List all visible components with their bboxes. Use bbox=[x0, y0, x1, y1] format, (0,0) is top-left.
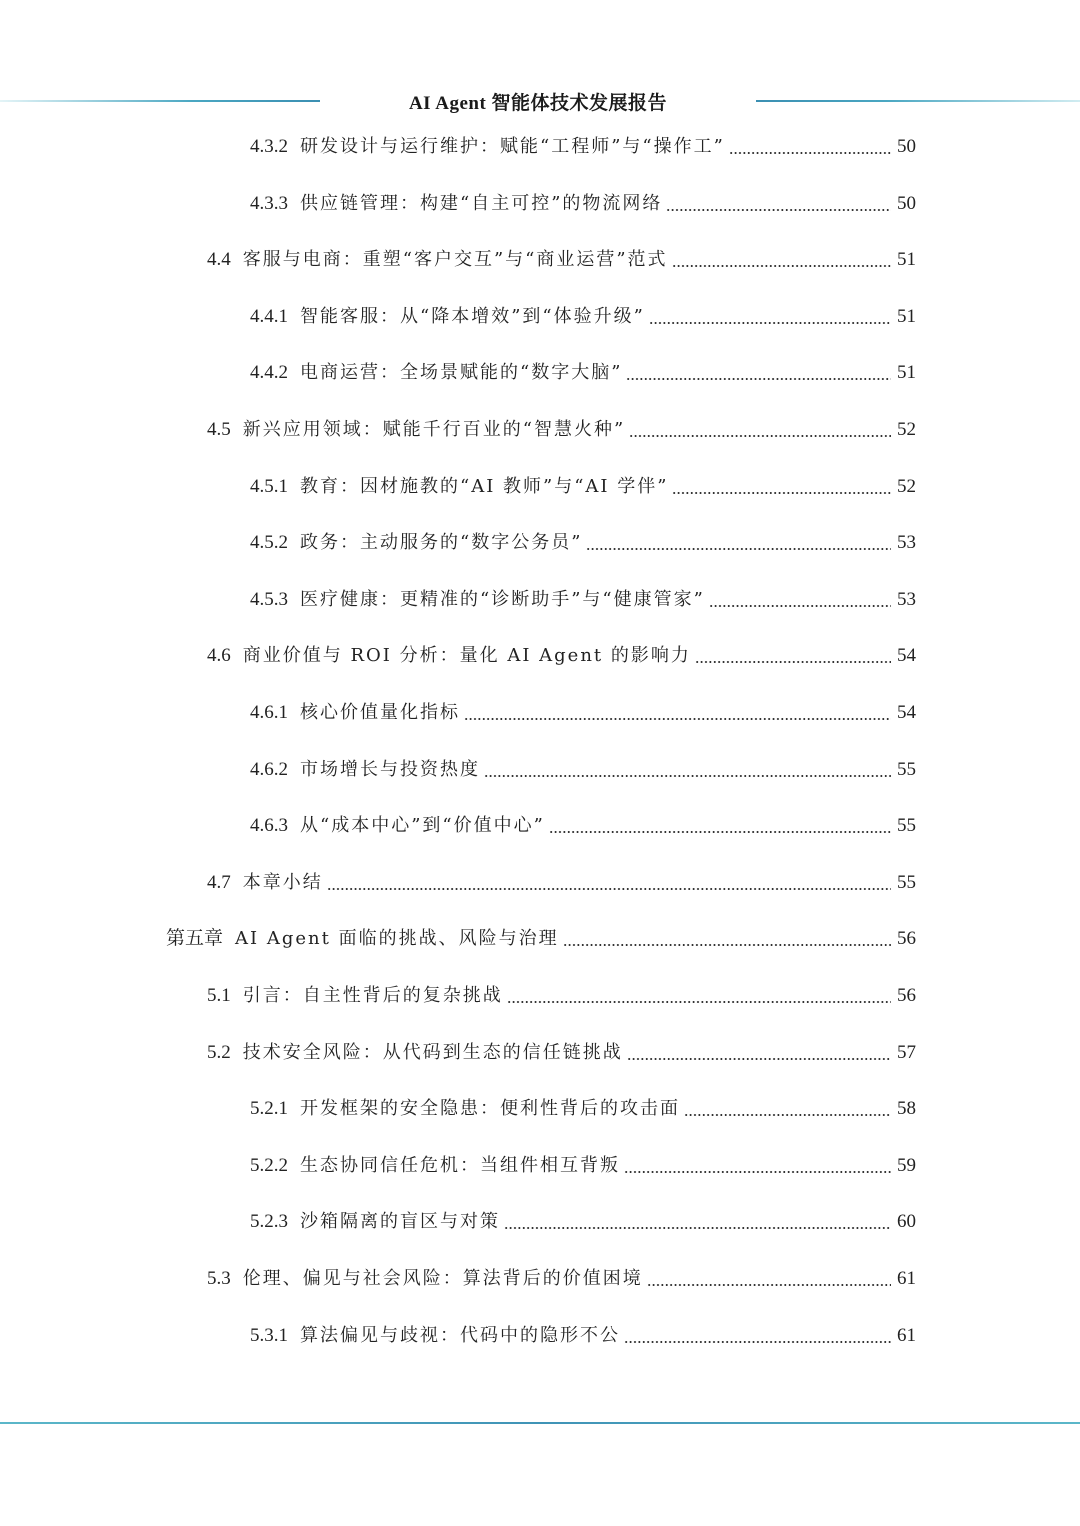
toc-dot-leader bbox=[624, 1171, 891, 1173]
toc-entry[interactable] bbox=[207, 866, 916, 900]
toc-entry-page-number: 61 bbox=[897, 1268, 916, 1289]
toc-entry-title: 商业价值与 ROI 分析：量化 AI Agent 的影响力 bbox=[242, 645, 691, 667]
toc-entry-page-number: 61 bbox=[897, 1324, 916, 1346]
toc-entry-page-number: 52 bbox=[897, 419, 916, 440]
header-rule-right bbox=[756, 100, 1080, 102]
toc-entry-title: 技术安全风险：从代码到生态的信任链挑战 bbox=[242, 1041, 623, 1063]
toc-entry-title: 供应链管理：构建“自主可控”的物流网络 bbox=[300, 192, 663, 214]
toc-dot-leader bbox=[627, 1058, 891, 1060]
toc-entry-page-number: 56 bbox=[897, 985, 916, 1006]
header-rule-left bbox=[0, 100, 320, 102]
toc-entry-number: 5.3.1 bbox=[250, 1324, 288, 1346]
toc-entry-page-number: 55 bbox=[897, 815, 916, 837]
toc-entry-page-number: 57 bbox=[897, 1041, 916, 1063]
toc-dot-leader bbox=[484, 775, 891, 777]
toc-entry-title: 引言：自主性背后的复杂挑战 bbox=[242, 985, 503, 1006]
toc-dot-leader bbox=[549, 831, 891, 833]
toc-entry[interactable] bbox=[250, 1092, 916, 1126]
toc-entry-title: 伦理、偏见与社会风险：算法背后的价值困境 bbox=[242, 1268, 643, 1289]
toc-entry[interactable] bbox=[250, 526, 916, 560]
toc-entry-number: 4.6.1 bbox=[250, 702, 288, 723]
toc-dot-leader bbox=[729, 152, 891, 154]
toc-entry-number: 4.3.3 bbox=[250, 192, 288, 214]
toc-entry-number: 4.5 bbox=[207, 419, 231, 440]
toc-entry-page-number: 52 bbox=[897, 475, 916, 497]
toc-entry[interactable] bbox=[250, 470, 916, 504]
toc-entry-number: 5.2.1 bbox=[250, 1098, 288, 1120]
toc-entry-page-number: 58 bbox=[897, 1098, 916, 1120]
toc-entry-number: 5.2.3 bbox=[250, 1211, 288, 1233]
toc-entry[interactable] bbox=[207, 413, 916, 447]
toc-entry-title: 研发设计与运行维护：赋能“工程师”与“操作工” bbox=[300, 136, 725, 157]
toc-entry[interactable] bbox=[207, 979, 916, 1013]
toc-dot-leader bbox=[629, 435, 891, 437]
toc-entry[interactable] bbox=[250, 300, 916, 334]
toc-entry[interactable] bbox=[250, 696, 916, 730]
toc-entry-page-number: 54 bbox=[897, 702, 916, 723]
toc-entry-number: 5.2.2 bbox=[250, 1154, 288, 1176]
toc-entry-number: 5.3 bbox=[207, 1268, 231, 1289]
toc-entry-page-number: 51 bbox=[897, 305, 916, 327]
toc-entry-number: 5.2 bbox=[207, 1041, 231, 1063]
toc-entry-page-number: 50 bbox=[897, 136, 916, 157]
toc-entry-title: 本章小结 bbox=[242, 871, 323, 893]
toc-entry-title: 从“成本中心”到“价值中心” bbox=[300, 815, 545, 837]
toc-dot-leader bbox=[626, 378, 891, 380]
toc-entry[interactable] bbox=[250, 130, 916, 164]
toc-dot-leader bbox=[672, 492, 891, 494]
toc-entry[interactable] bbox=[250, 809, 916, 843]
toc-entry-title: 生态协同信任危机：当组件相互背叛 bbox=[300, 1154, 620, 1176]
toc-entry-number: 5.1 bbox=[207, 985, 231, 1006]
toc-dot-leader bbox=[666, 209, 891, 211]
toc-entry-title: 医疗健康：更精准的“诊断助手”与“健康管家” bbox=[300, 588, 705, 610]
toc-entry[interactable] bbox=[207, 639, 916, 673]
footer-rule bbox=[0, 1422, 1080, 1424]
toc-entry-number: 4.5.1 bbox=[250, 475, 288, 497]
toc-entry-number: 第五章 bbox=[166, 928, 224, 950]
toc-entry-number: 4.6.2 bbox=[250, 758, 288, 780]
toc-entry[interactable] bbox=[166, 922, 916, 956]
toc-dot-leader bbox=[624, 1341, 891, 1343]
toc-entry-number: 4.4 bbox=[207, 249, 231, 271]
toc-entry-page-number: 50 bbox=[897, 192, 916, 214]
toc-entry-title: 开发框架的安全隐患：便利性背后的攻击面 bbox=[300, 1098, 680, 1120]
report-title: AI Agent 智能体技术发展报告 bbox=[408, 93, 668, 114]
toc-entry-page-number: 56 bbox=[897, 928, 916, 950]
toc-entry-title: 教育：因材施教的“AI 教师”与“AI 学伴” bbox=[300, 475, 669, 497]
toc-entry-number: 4.6 bbox=[207, 645, 231, 667]
toc-entry[interactable] bbox=[207, 1262, 916, 1296]
toc-dot-leader bbox=[684, 1114, 891, 1116]
toc-dot-leader bbox=[695, 661, 891, 663]
toc-dot-leader bbox=[327, 888, 891, 890]
toc-entry[interactable] bbox=[250, 583, 916, 617]
toc-entry-title: 智能客服：从“降本增效”到“体验升级” bbox=[300, 305, 645, 327]
toc-dot-leader bbox=[507, 1001, 891, 1003]
toc-entry[interactable] bbox=[207, 1036, 916, 1070]
toc-entry-title: 政务：主动服务的“数字公务员” bbox=[300, 532, 583, 554]
toc-dot-leader bbox=[586, 548, 891, 550]
toc-entry-title: 新兴应用领域：赋能千行百业的“智慧火种” bbox=[242, 419, 626, 440]
toc-entry-title: AI Agent 面临的挑战、风险与治理 bbox=[235, 928, 559, 950]
toc-entry-title: 客服与电商：重塑“客户交互”与“商业运营”范式 bbox=[242, 249, 668, 271]
toc-entry-page-number: 55 bbox=[897, 758, 916, 780]
toc-entry-page-number: 51 bbox=[897, 249, 916, 271]
toc-entry-page-number: 59 bbox=[897, 1154, 916, 1176]
toc-entry-number: 4.7 bbox=[207, 871, 231, 893]
toc-entry[interactable] bbox=[250, 753, 916, 787]
toc-entry-title: 算法偏见与歧视：代码中的隐形不公 bbox=[300, 1324, 620, 1346]
toc-entry-page-number: 55 bbox=[897, 871, 916, 893]
toc-entry-number: 4.6.3 bbox=[250, 815, 288, 837]
toc-entry-number: 4.4.2 bbox=[250, 362, 288, 384]
toc-dot-leader bbox=[709, 605, 891, 607]
toc-entry-page-number: 54 bbox=[897, 645, 916, 667]
toc-dot-leader bbox=[647, 1284, 891, 1286]
toc-entry[interactable] bbox=[207, 243, 916, 277]
toc-dot-leader bbox=[504, 1227, 891, 1229]
toc-entry-page-number: 53 bbox=[897, 588, 916, 610]
toc-entry-title: 市场增长与投资热度 bbox=[300, 758, 480, 780]
toc-entry-number: 4.5.2 bbox=[250, 532, 288, 554]
toc-entry-page-number: 53 bbox=[897, 532, 916, 554]
toc-entry-title: 电商运营：全场景赋能的“数字大脑” bbox=[300, 362, 623, 384]
toc-dot-leader bbox=[672, 265, 891, 267]
toc-entry[interactable] bbox=[250, 1319, 916, 1353]
toc-entry-title: 核心价值量化指标 bbox=[300, 702, 460, 723]
toc-entry[interactable] bbox=[250, 1149, 916, 1183]
toc-entry-number: 4.4.1 bbox=[250, 305, 288, 327]
toc-dot-leader bbox=[464, 718, 891, 720]
toc-entry[interactable] bbox=[250, 356, 916, 390]
page-header bbox=[0, 82, 1080, 122]
toc-entry-number: 4.5.3 bbox=[250, 588, 288, 610]
toc-dot-leader bbox=[649, 322, 891, 324]
toc-entry-title: 沙箱隔离的盲区与对策 bbox=[300, 1211, 500, 1233]
toc-entry-page-number: 51 bbox=[897, 362, 916, 384]
toc-entry[interactable] bbox=[250, 1205, 916, 1239]
toc-entry-page-number: 60 bbox=[897, 1211, 916, 1233]
toc-dot-leader bbox=[563, 944, 891, 946]
toc-entry-number: 4.3.2 bbox=[250, 136, 288, 157]
toc-entry[interactable] bbox=[250, 187, 916, 221]
